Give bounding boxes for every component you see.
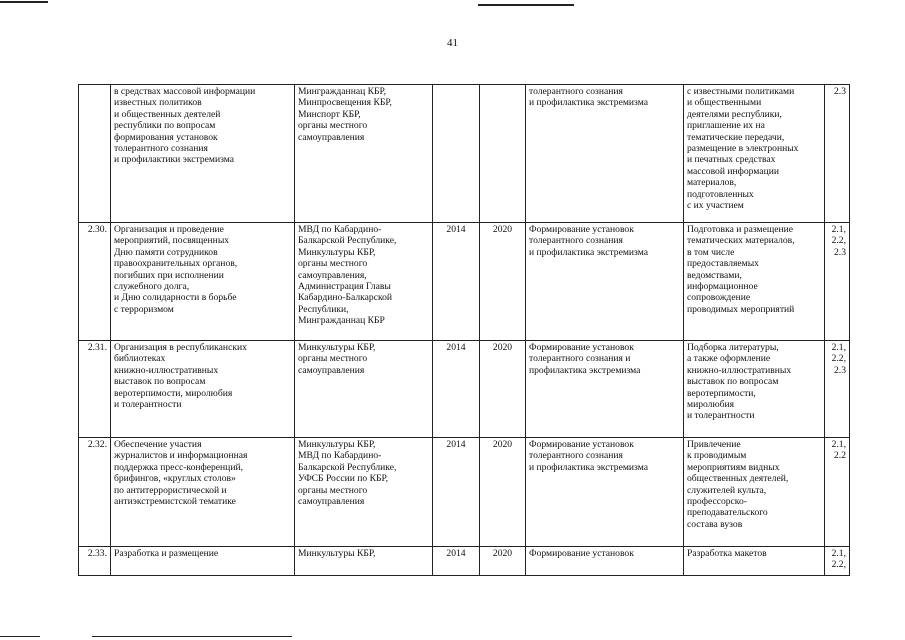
measure-name: в средствах массовой информации известных политиков и общественных деятелей республики по вопросам формирования установок толерантного сознания и профилактики экстремизма <box>111 85 295 223</box>
start-year <box>433 85 480 223</box>
indicator-ref: 2.1, 2.2, <box>825 547 850 576</box>
measures-table <box>78 84 850 576</box>
start-year: 2014 <box>433 438 480 547</box>
executors: МВД по Кабардино- Балкарской Республике, Минкультуры КБР, органы местного самоуправления, Администрация Главы Кабардино-Балкарской Республики, Мингражданнац КБР <box>295 223 433 341</box>
scan-artifact-top-left <box>0 1 48 3</box>
measure-name: Организация и проведение мероприятий, посвященных Дню памяти сотрудников правоохранительных органов, погибших при исполнении служебного долга, и Дню солидарности в борьбе с терроризмом <box>111 223 295 341</box>
indicator-ref: 2.1, 2.2, 2.3 <box>825 223 850 341</box>
end-year: 2020 <box>480 547 526 576</box>
table-row <box>79 223 850 341</box>
executors: Минкультуры КБР, органы местного самоуправления <box>295 341 433 438</box>
executors: Минкультуры КБР, МВД по Кабардино- Балкарской Республике, УФСБ России по КБР, органы местного самоуправления <box>295 438 433 547</box>
executors: Мингражданнац КБР, Минпросвещения КБР, Минспорт КБР, органы местного самоуправления <box>295 85 433 223</box>
end-year: 2020 <box>480 438 526 547</box>
start-year: 2014 <box>433 223 480 341</box>
goal: Формирование установок толерантного сознания и профилактика экстремизма <box>526 341 684 438</box>
goal: толерантного сознания и профилактика экстремизма <box>526 85 684 223</box>
row-number: 2.31. <box>79 341 111 438</box>
start-year: 2014 <box>433 341 480 438</box>
end-year <box>480 85 526 223</box>
goal: Формирование установок толерантного сознания и профилактика экстремизма <box>526 223 684 341</box>
expected-result: Подготовка и размещение тематических материалов, в том числе предоставляемых ведомствами, информационное сопровождение проводимых мероприятий <box>684 223 825 341</box>
expected-result: Подборка литературы, а также оформление книжно-иллюстративных выставок по вопросам веротерпимости, миролюбия и толерантности <box>684 341 825 438</box>
scan-artifact-bottom-center <box>92 636 292 637</box>
goal: Формирование установок толерантного сознания и профилактика экстремизма <box>526 438 684 547</box>
indicator-ref: 2.1, 2.2 <box>825 438 850 547</box>
expected-result: Привлечение к проводимым мероприятиям видных общественных деятелей, служителей культа, профессорско- преподавательского состава вузов <box>684 438 825 547</box>
end-year: 2020 <box>480 223 526 341</box>
measure-name: Организация в республиканских библиотеках книжно-иллюстративных выставок по вопросам веротерпимости, миролюбия и толерантности <box>111 341 295 438</box>
page-number: 41 <box>447 37 458 49</box>
table-row <box>79 85 850 223</box>
row-number: 2.30. <box>79 223 111 341</box>
table-row <box>79 547 850 576</box>
row-number: 2.32. <box>79 438 111 547</box>
scan-artifact-bottom-left <box>0 636 40 637</box>
table-row <box>79 341 850 438</box>
expected-result: с известными политиками и общественными деятелями республики, приглашение их на тематические передачи, размещение в электронных и печатных средствах массовой информации материалов, подготовленных с их участием <box>684 85 825 223</box>
measure-name: Разработка и размещение <box>111 547 295 576</box>
row-number <box>79 85 111 223</box>
table-row <box>79 438 850 547</box>
start-year: 2014 <box>433 547 480 576</box>
measure-name: Обеспечение участия журналистов и информационная поддержка пресс-конференций, брифингов, «круглых столов» по антитеррористической и антиэкстремистской тематике <box>111 438 295 547</box>
end-year: 2020 <box>480 341 526 438</box>
executors: Минкультуры КБР, <box>295 547 433 576</box>
indicator-ref: 2.3 <box>825 85 850 223</box>
scan-artifact-top-center <box>478 4 574 6</box>
expected-result: Разработка макетов <box>684 547 825 576</box>
row-number: 2.33. <box>79 547 111 576</box>
indicator-ref: 2.1, 2.2, 2.3 <box>825 341 850 438</box>
goal: Формирование установок <box>526 547 684 576</box>
